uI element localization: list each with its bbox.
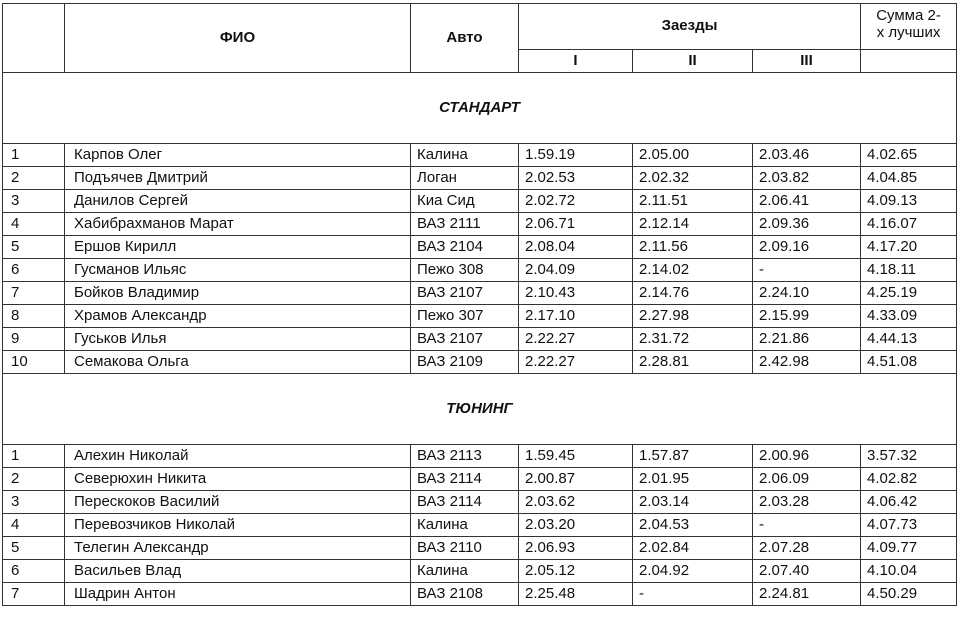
place-cell: 9 (3, 328, 65, 351)
run3-cell: 2.15.99 (753, 305, 861, 328)
sum-cell: 4.09.13 (861, 190, 957, 213)
run2-cell: 2.11.51 (633, 190, 753, 213)
run1-cell: 2.22.27 (519, 351, 633, 374)
name-cell: Храмов Александр (65, 305, 411, 328)
run2-cell: 2.02.84 (633, 537, 753, 560)
run2-cell: 2.28.81 (633, 351, 753, 374)
table-row (3, 560, 957, 583)
table-row (3, 491, 957, 514)
sum-cell: 4.09.77 (861, 537, 957, 560)
sum-cell: 4.51.08 (861, 351, 957, 374)
header-runs: Заезды (519, 4, 861, 50)
place-cell: 5 (3, 236, 65, 259)
run3-cell: 2.07.28 (753, 537, 861, 560)
table-row (3, 328, 957, 351)
section-row (3, 73, 957, 144)
car-cell: ВАЗ 2111 (411, 213, 519, 236)
table-row (3, 144, 957, 167)
car-cell: ВАЗ 2108 (411, 583, 519, 606)
place-cell: 3 (3, 491, 65, 514)
run3-cell: 2.09.36 (753, 213, 861, 236)
run3-cell: 2.42.98 (753, 351, 861, 374)
run3-cell: - (753, 514, 861, 537)
name-cell: Карпов Олег (65, 144, 411, 167)
car-cell: Пежо 307 (411, 305, 519, 328)
place-cell: 2 (3, 167, 65, 190)
car-cell: Калина (411, 514, 519, 537)
car-cell: Калина (411, 144, 519, 167)
run3-cell: 2.06.41 (753, 190, 861, 213)
name-cell: Данилов Сергей (65, 190, 411, 213)
car-cell: ВАЗ 2109 (411, 351, 519, 374)
name-cell: Гусманов Ильяс (65, 259, 411, 282)
header-sum-line1: Сумма 2- (876, 7, 941, 24)
run3-cell: 2.07.40 (753, 560, 861, 583)
sum-cell: 4.06.42 (861, 491, 957, 514)
run2-cell: 2.05.00 (633, 144, 753, 167)
run2-cell: 2.01.95 (633, 468, 753, 491)
name-cell: Семакова Ольга (65, 351, 411, 374)
header-sum-line2: х лучших (876, 24, 941, 41)
run2-cell: 2.02.32 (633, 167, 753, 190)
run2-cell: 2.12.14 (633, 213, 753, 236)
place-cell: 7 (3, 282, 65, 305)
place-cell: 2 (3, 468, 65, 491)
run1-cell: 2.10.43 (519, 282, 633, 305)
header-run-2: II (633, 49, 753, 72)
sum-cell: 4.02.82 (861, 468, 957, 491)
name-cell: Васильев Влад (65, 560, 411, 583)
sum-cell: 4.04.85 (861, 167, 957, 190)
run2-cell: 2.11.56 (633, 236, 753, 259)
results-table (2, 3, 957, 606)
run2-cell: 2.31.72 (633, 328, 753, 351)
run3-cell: 2.03.46 (753, 144, 861, 167)
car-cell: Логан (411, 167, 519, 190)
header-number (3, 4, 65, 73)
run3-cell: 2.24.10 (753, 282, 861, 305)
place-cell: 7 (3, 583, 65, 606)
place-cell: 5 (3, 537, 65, 560)
run2-cell: 2.14.76 (633, 282, 753, 305)
table-row (3, 583, 957, 606)
place-cell: 10 (3, 351, 65, 374)
section-title: СТАНДАРТ (3, 73, 957, 144)
section-row (3, 374, 957, 445)
table-row (3, 514, 957, 537)
run1-cell: 2.02.53 (519, 167, 633, 190)
run1-cell: 2.05.12 (519, 560, 633, 583)
run2-cell: 2.14.02 (633, 259, 753, 282)
name-cell: Перевозчиков Николай (65, 514, 411, 537)
run1-cell: 2.04.09 (519, 259, 633, 282)
sum-cell: 4.07.73 (861, 514, 957, 537)
car-cell: ВАЗ 2110 (411, 537, 519, 560)
table-row (3, 236, 957, 259)
car-cell: ВАЗ 2107 (411, 282, 519, 305)
sum-cell: 4.44.13 (861, 328, 957, 351)
run2-cell: 2.04.53 (633, 514, 753, 537)
car-cell: ВАЗ 2114 (411, 468, 519, 491)
header-auto: Авто (411, 4, 519, 73)
run1-cell: 2.00.87 (519, 468, 633, 491)
name-cell: Бойков Владимир (65, 282, 411, 305)
run3-cell: 2.03.28 (753, 491, 861, 514)
sum-cell: 4.25.19 (861, 282, 957, 305)
car-cell: ВАЗ 2107 (411, 328, 519, 351)
place-cell: 6 (3, 560, 65, 583)
header-run-3: III (753, 49, 861, 72)
run2-cell: 2.27.98 (633, 305, 753, 328)
place-cell: 3 (3, 190, 65, 213)
header-fio: ФИО (65, 4, 411, 73)
table-row (3, 468, 957, 491)
section-title: ТЮНИНГ (3, 374, 957, 445)
run2-cell: 1.57.87 (633, 445, 753, 468)
run1-cell: 1.59.45 (519, 445, 633, 468)
sum-cell: 3.57.32 (861, 445, 957, 468)
sum-cell: 4.17.20 (861, 236, 957, 259)
header-row (3, 4, 957, 50)
run3-cell: - (753, 259, 861, 282)
table-row (3, 305, 957, 328)
table-row (3, 167, 957, 190)
results-table-container (2, 3, 956, 606)
name-cell: Алехин Николай (65, 445, 411, 468)
run3-cell: 2.03.82 (753, 167, 861, 190)
name-cell: Телегин Александр (65, 537, 411, 560)
name-cell: Ершов Кирилл (65, 236, 411, 259)
place-cell: 4 (3, 213, 65, 236)
run3-cell: 2.00.96 (753, 445, 861, 468)
header-run-1: I (519, 49, 633, 72)
place-cell: 4 (3, 514, 65, 537)
car-cell: ВАЗ 2114 (411, 491, 519, 514)
run1-cell: 2.17.10 (519, 305, 633, 328)
run1-cell: 1.59.19 (519, 144, 633, 167)
run1-cell: 2.06.93 (519, 537, 633, 560)
car-cell: Киа Сид (411, 190, 519, 213)
table-row (3, 282, 957, 305)
run1-cell: 2.03.20 (519, 514, 633, 537)
table-row (3, 351, 957, 374)
run1-cell: 2.25.48 (519, 583, 633, 606)
run3-cell: 2.06.09 (753, 468, 861, 491)
run1-cell: 2.03.62 (519, 491, 633, 514)
run1-cell: 2.02.72 (519, 190, 633, 213)
run2-cell: 2.04.92 (633, 560, 753, 583)
sum-cell: 4.18.11 (861, 259, 957, 282)
run3-cell: 2.21.86 (753, 328, 861, 351)
table-row (3, 537, 957, 560)
run3-cell: 2.09.16 (753, 236, 861, 259)
name-cell: Шадрин Антон (65, 583, 411, 606)
name-cell: Подъячев Дмитрий (65, 167, 411, 190)
sum-cell: 4.50.29 (861, 583, 957, 606)
table-row (3, 445, 957, 468)
sum-cell: 4.16.07 (861, 213, 957, 236)
table-row (3, 190, 957, 213)
sum-cell: 4.02.65 (861, 144, 957, 167)
place-cell: 1 (3, 144, 65, 167)
car-cell: ВАЗ 2113 (411, 445, 519, 468)
name-cell: Перескоков Василий (65, 491, 411, 514)
run1-cell: 2.06.71 (519, 213, 633, 236)
run1-cell: 2.22.27 (519, 328, 633, 351)
car-cell: Пежо 308 (411, 259, 519, 282)
run2-cell: - (633, 583, 753, 606)
sum-cell: 4.33.09 (861, 305, 957, 328)
name-cell: Гуськов Илья (65, 328, 411, 351)
sum-cell: 4.10.04 (861, 560, 957, 583)
car-cell: ВАЗ 2104 (411, 236, 519, 259)
run1-cell: 2.08.04 (519, 236, 633, 259)
name-cell: Северюхин Никита (65, 468, 411, 491)
table-row (3, 259, 957, 282)
header-sum-empty (861, 49, 957, 72)
place-cell: 6 (3, 259, 65, 282)
place-cell: 1 (3, 445, 65, 468)
car-cell: Калина (411, 560, 519, 583)
place-cell: 8 (3, 305, 65, 328)
table-row (3, 213, 957, 236)
header-sum (861, 4, 957, 50)
name-cell: Хабибрахманов Марат (65, 213, 411, 236)
run3-cell: 2.24.81 (753, 583, 861, 606)
run2-cell: 2.03.14 (633, 491, 753, 514)
